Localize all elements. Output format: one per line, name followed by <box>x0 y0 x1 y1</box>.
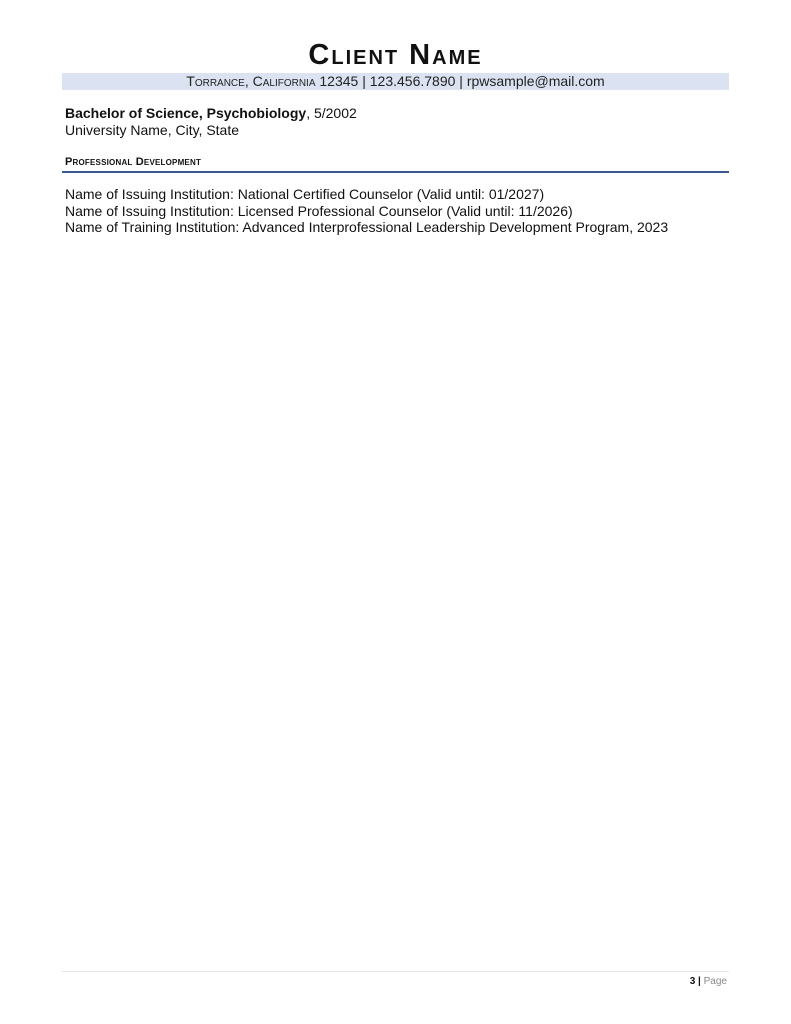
professional-development-list <box>65 186 668 236</box>
footer-separator: | <box>698 976 701 987</box>
degree-line <box>65 105 357 122</box>
contact-phone: 123.456.7890 <box>369 73 456 89</box>
footer-divider <box>62 971 729 972</box>
degree-date: , 5/2002 <box>306 105 357 121</box>
page-number: 3 <box>689 976 696 987</box>
contact-band <box>62 73 729 90</box>
page-label: Page <box>703 976 727 987</box>
list-item: Name of Issuing Institution: Licensed Professional Counselor (Valid until: 11/2026) <box>65 202 573 219</box>
section-divider <box>62 171 729 173</box>
contact-email: rpwsample@mail.com <box>466 73 605 89</box>
contact-zip: 12345 <box>319 73 359 89</box>
contact-separator: | <box>459 73 463 89</box>
school-line: University Name, City, State <box>65 122 240 138</box>
page-footer <box>690 976 727 988</box>
contact-city: Torrance, California <box>186 73 316 89</box>
degree-title: Bachelor of Science, Psychobiology <box>65 105 307 121</box>
list-item: Name of Training Institution: Advanced Interprofessional Leadership Development Program, 2023 <box>65 219 669 235</box>
client-name-heading: Client Name <box>308 39 483 71</box>
contact-separator: | <box>362 73 366 89</box>
list-item: Name of Issuing Institution: National Certified Counselor (Valid until: 01/2027) <box>65 186 545 202</box>
professional-development-title: Professional Development <box>65 156 202 168</box>
education-entry <box>65 105 357 139</box>
